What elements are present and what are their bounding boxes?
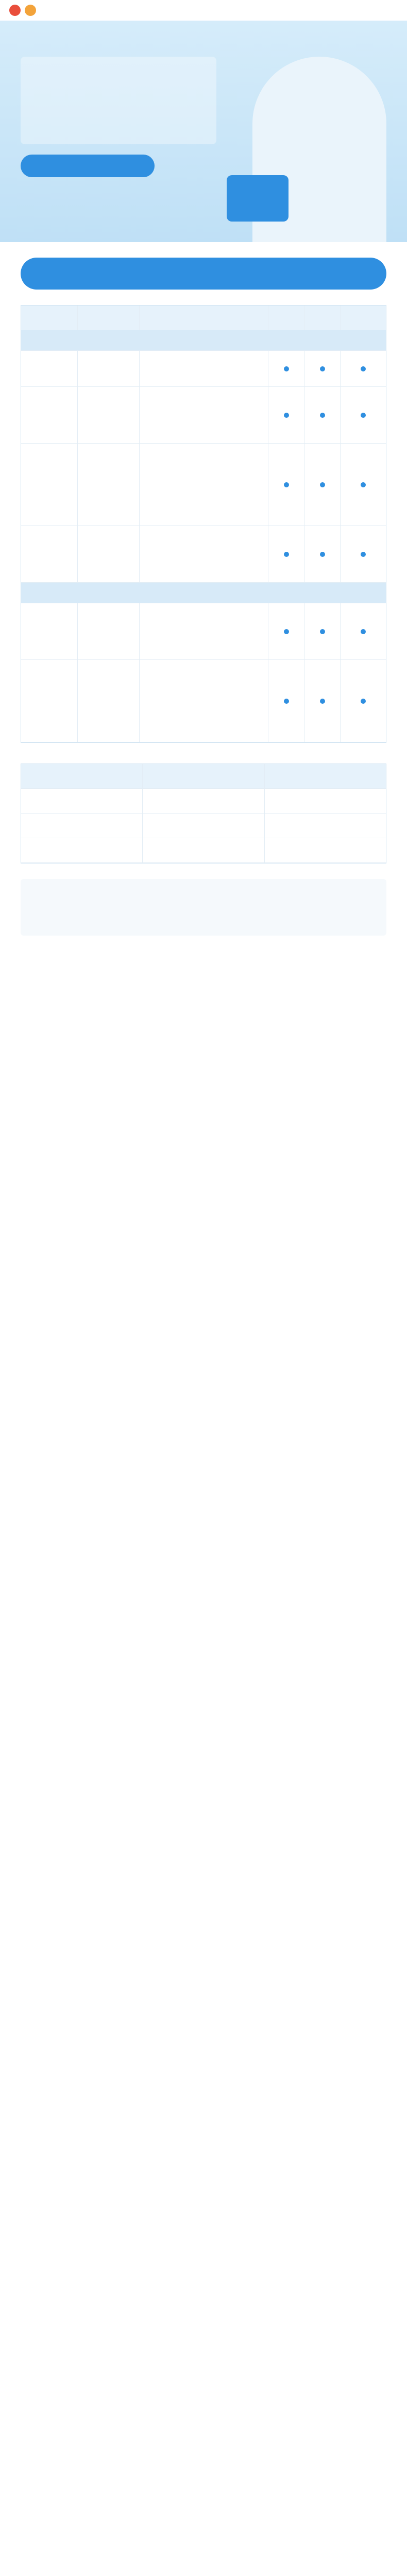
table-row bbox=[21, 444, 386, 526]
check-icon bbox=[284, 699, 289, 704]
check-icon bbox=[320, 482, 325, 487]
notes-block bbox=[21, 879, 386, 936]
brand-bar bbox=[0, 0, 407, 21]
table-row bbox=[21, 660, 386, 742]
check-icon bbox=[320, 699, 325, 704]
price-row bbox=[21, 814, 386, 838]
table-row bbox=[21, 603, 386, 660]
check-icon bbox=[361, 699, 366, 704]
check-icon bbox=[320, 366, 325, 371]
hero-slogan-pill bbox=[21, 155, 155, 177]
check-icon bbox=[361, 629, 366, 634]
hero-title-block bbox=[21, 57, 216, 144]
check-icon bbox=[284, 413, 289, 418]
table-row bbox=[21, 387, 386, 444]
price-header-row bbox=[21, 764, 386, 789]
price-table bbox=[21, 764, 386, 863]
check-icon bbox=[361, 413, 366, 418]
check-icon bbox=[361, 366, 366, 371]
check-icon bbox=[320, 413, 325, 418]
table-header-row bbox=[21, 306, 386, 330]
table-group-row bbox=[21, 330, 386, 351]
medical-kit-icon bbox=[227, 175, 289, 222]
check-icon bbox=[320, 629, 325, 634]
items-table bbox=[21, 305, 386, 743]
partner-logo-icon bbox=[25, 5, 36, 16]
check-icon bbox=[361, 482, 366, 487]
check-icon bbox=[320, 552, 325, 557]
check-icon bbox=[361, 552, 366, 557]
section-heading-bar bbox=[21, 258, 386, 290]
hero-banner bbox=[0, 21, 407, 242]
price-row bbox=[21, 838, 386, 863]
table-row bbox=[21, 526, 386, 583]
check-icon bbox=[284, 482, 289, 487]
check-icon bbox=[284, 552, 289, 557]
price-row bbox=[21, 789, 386, 814]
check-icon bbox=[284, 629, 289, 634]
table-group-row bbox=[21, 583, 386, 603]
table-row bbox=[21, 351, 386, 387]
check-icon bbox=[284, 366, 289, 371]
brand-logo-icon bbox=[9, 5, 21, 16]
